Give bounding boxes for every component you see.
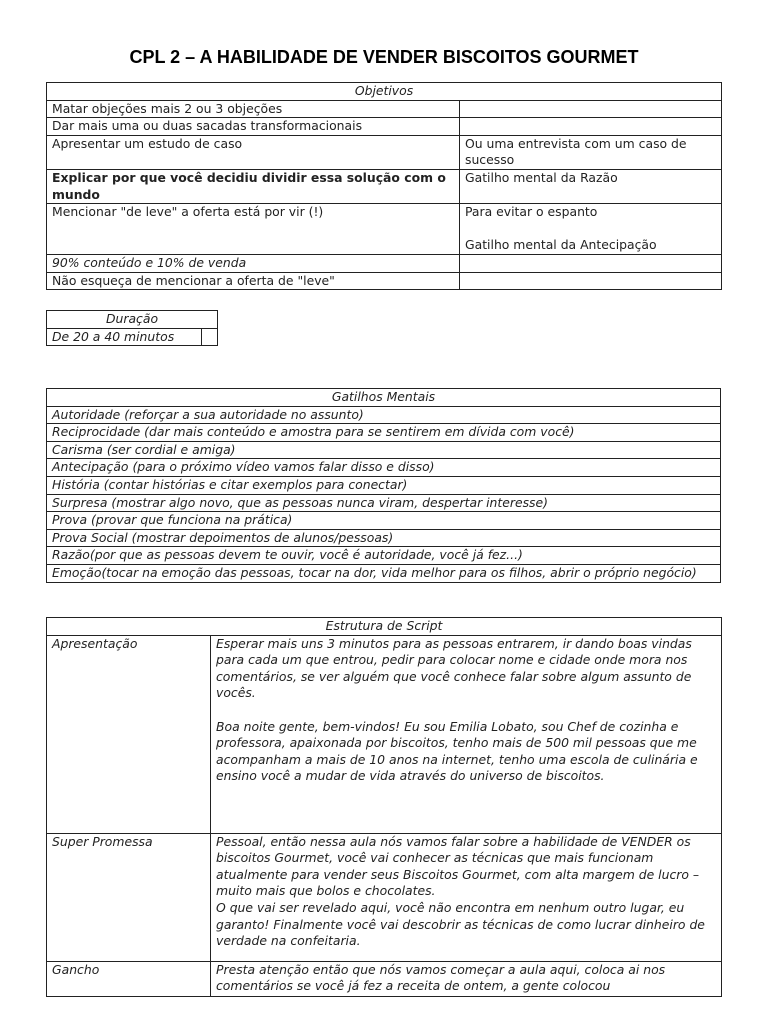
script-paragraph: Esperar mais uns 3 minutos para as pessoas entrarem, ir dando boas vindas para cada um que entrou, pedir para colocar nome e cidade onde mora nos comentários, se ver alguém que você conhece falar sobre algum assunto de vocês. bbox=[216, 635, 692, 701]
objective-text: 90% conteúdo e 10% de venda bbox=[47, 255, 460, 273]
objective-note bbox=[460, 255, 722, 273]
table-row bbox=[47, 204, 722, 255]
script-section-label: Super Promessa bbox=[47, 833, 211, 961]
list-item: História (contar histórias e citar exemplos para conectar) bbox=[47, 476, 721, 494]
table-row bbox=[47, 169, 722, 203]
objective-note-line: Para evitar o espanto bbox=[465, 204, 598, 220]
duration-header: Duração bbox=[47, 311, 218, 329]
table-row bbox=[47, 961, 722, 996]
document-title: CPL 2 – A HABILIDADE DE VENDER BISCOITOS GOURMET bbox=[129, 47, 639, 67]
list-item: Emoção(tocar na emoção das pessoas, tocar na dor, vida melhor para os filhos, abrir o próprio negócio) bbox=[47, 564, 721, 582]
list-item: Carisma (ser cordial e amiga) bbox=[47, 441, 721, 459]
objectives-table bbox=[46, 82, 722, 290]
mental-triggers-table bbox=[46, 388, 721, 583]
objective-note bbox=[460, 100, 722, 118]
duration-value: De 20 a 40 minutos bbox=[47, 328, 202, 346]
table-row bbox=[47, 272, 722, 290]
objective-note bbox=[460, 118, 722, 136]
list-item: Autoridade (reforçar a sua autoridade no assunto) bbox=[47, 406, 721, 424]
objective-note bbox=[460, 204, 722, 255]
list-item: Surpresa (mostrar algo novo, que as pessoas nunca viram, despertar interesse) bbox=[47, 494, 721, 512]
script-section-text bbox=[211, 961, 722, 996]
table-row bbox=[47, 635, 722, 833]
list-item: Razão(por que as pessoas devem te ouvir, você é autoridade, você já fez...) bbox=[47, 547, 721, 565]
objectives-header: Objetivos bbox=[47, 83, 722, 101]
objective-text: Dar mais uma ou duas sacadas transformacionais bbox=[47, 118, 460, 136]
objective-text: Matar objeções mais 2 ou 3 objeções bbox=[47, 100, 460, 118]
list-item: Reciprocidade (dar mais conteúdo e amostra para se sentirem em dívida com você) bbox=[47, 424, 721, 442]
objective-text: Mencionar "de leve" a oferta está por vir (!) bbox=[47, 204, 460, 255]
objective-text: Não esqueça de mencionar a oferta de "leve" bbox=[47, 272, 460, 290]
list-item: Prova Social (mostrar depoimentos de alunos/pessoas) bbox=[47, 529, 721, 547]
table-row bbox=[47, 833, 722, 961]
script-section-label: Apresentação bbox=[47, 635, 211, 833]
script-paragraph: Presta atenção então que nós vamos começar a aula aqui, coloca ai nos comentários se você já fez a receita de ontem, a gente colocou bbox=[216, 961, 666, 994]
script-structure-table bbox=[46, 617, 722, 997]
objective-note-line: Gatilho mental da Antecipação bbox=[465, 237, 657, 253]
table-row bbox=[47, 135, 722, 169]
script-structure-header: Estrutura de Script bbox=[47, 618, 722, 636]
objective-text: Explicar por que você decidiu dividir essa solução com o mundo bbox=[47, 169, 460, 203]
table-row bbox=[47, 100, 722, 118]
objective-note: Gatilho mental da Razão bbox=[460, 169, 722, 203]
script-paragraph: O que vai ser revelado aqui, você não encontra em nenhum outro lugar, eu garanto! Finalmente você vai descobrir as técnicas de como lucrar dinheiro de verdade na confeitaria. bbox=[216, 899, 705, 949]
duration-empty-cell bbox=[202, 328, 218, 346]
script-paragraph: Boa noite gente, bem-vindos! Eu sou Emilia Lobato, sou Chef de cozinha e professora, apaixonada por biscoitos, tenho mais de 500 mil pessoas que me acompanham a mais de 10 anos na internet, tenho uma escola de culinária e ensino você a mudar de vida através do universo de biscoitos. bbox=[216, 718, 698, 784]
duration-table bbox=[46, 310, 218, 346]
script-section-text bbox=[211, 635, 722, 833]
objective-text: Apresentar um estudo de caso bbox=[47, 135, 460, 169]
mental-triggers-header: Gatilhos Mentais bbox=[47, 389, 721, 407]
script-section-label: Gancho bbox=[47, 961, 211, 996]
objective-note: Ou uma entrevista com um caso de sucesso bbox=[460, 135, 722, 169]
list-item: Prova (provar que funciona na prática) bbox=[47, 512, 721, 530]
script-section-text bbox=[211, 833, 722, 961]
script-paragraph: Pessoal, então nessa aula nós vamos falar sobre a habilidade de VENDER os biscoitos Gourmet, você vai conhecer as técnicas que mais funcionam atualmente para vender seus Biscoitos Gourmet, com alta margem de lucro – muito mais que bolos e chocolates. bbox=[216, 833, 700, 899]
table-row bbox=[47, 118, 722, 136]
list-item: Antecipação (para o próximo vídeo vamos falar disso e disso) bbox=[47, 459, 721, 477]
table-row bbox=[47, 255, 722, 273]
objective-note bbox=[460, 272, 722, 290]
